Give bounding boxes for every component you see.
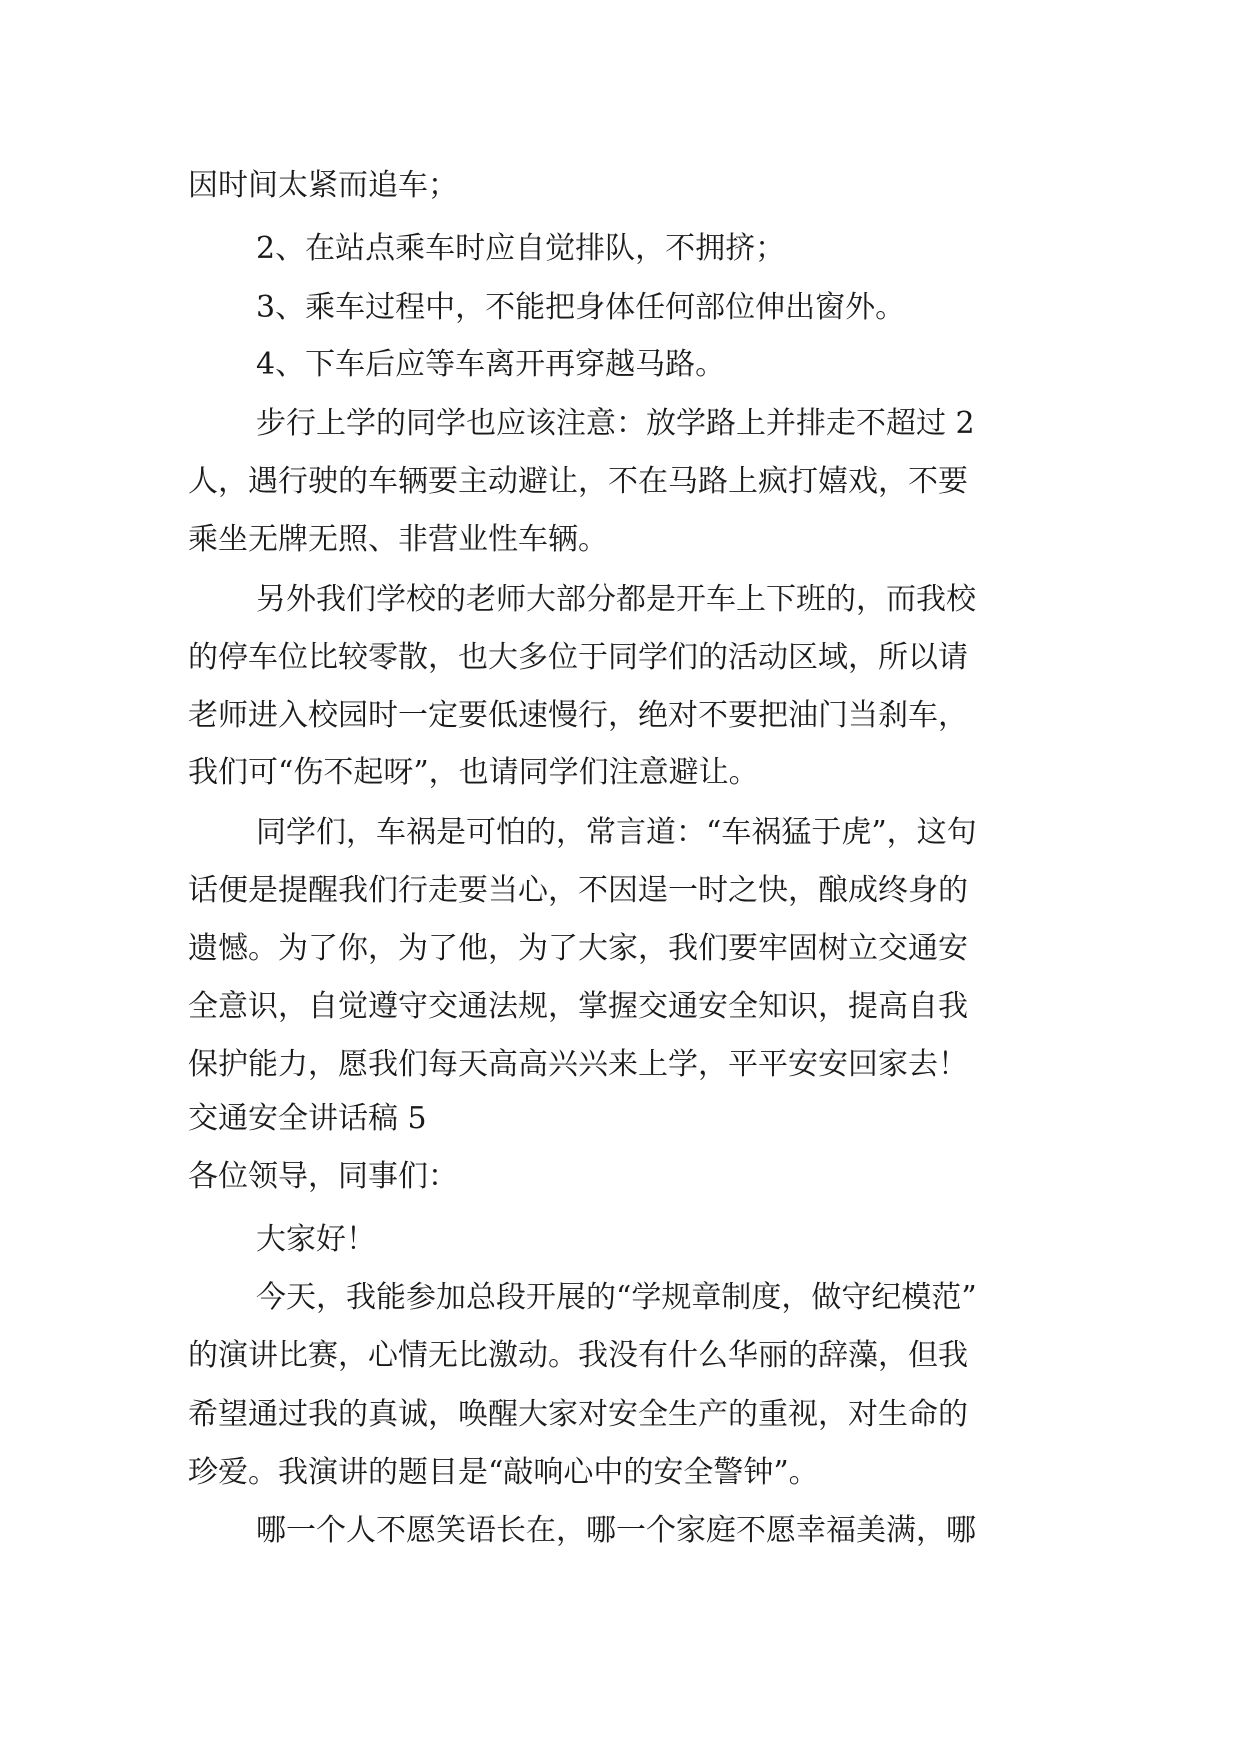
text-line: 话便是提醒我们行走要当心，不因逞一时之快，酿成终身的 <box>188 873 968 908</box>
text-line: 珍爱。我演讲的题目是“敲响心中的安全警钟”。 <box>188 1455 819 1490</box>
text-line: 2、在站点乘车时应自觉排队，不拥挤； <box>256 231 786 266</box>
text-line: 3、乘车过程中，不能把身体任何部位伸出窗外。 <box>256 290 906 325</box>
text-line: 乘坐无牌无照、非营业性车辆。 <box>188 522 608 557</box>
text-line: 的停车位比较零散，也大多位于同学们的活动区域，所以请 <box>188 640 968 675</box>
greeting: 大家好！ <box>256 1222 376 1257</box>
text-line: 我们可“伤不起呀”，也请同学们注意避让。 <box>188 755 759 790</box>
text-line: 遗憾。为了你，为了他，为了大家，我们要牢固树立交通安 <box>188 931 968 966</box>
text-line: 希望通过我的真诚，唤醒大家对安全生产的重视，对生命的 <box>188 1397 968 1432</box>
text-line: 的演讲比赛，心情无比激动。我没有什么华丽的辞藻，但我 <box>188 1338 968 1373</box>
text-line: 因时间太紧而追车； <box>188 168 458 203</box>
section-heading: 交通安全讲话稿 5 <box>188 1101 427 1136</box>
text-line: 保护能力，愿我们每天高高兴兴来上学，平平安安回家去！ <box>188 1047 968 1082</box>
text-line: 步行上学的同学也应该注意：放学路上并排走不超过 2 <box>256 406 975 441</box>
text-line: 今天，我能参加总段开展的“学规章制度，做守纪模范” <box>256 1280 977 1315</box>
text-line: 全意识，自觉遵守交通法规，掌握交通安全知识，提高自我 <box>188 989 968 1024</box>
text-line: 哪一个人不愿笑语长在，哪一个家庭不愿幸福美满，哪 <box>256 1513 976 1548</box>
text-line: 老师进入校园时一定要低速慢行，绝对不要把油门当刹车， <box>188 698 968 733</box>
text-line: 同学们，车祸是可怕的，常言道：“车祸猛于虎”，这句 <box>256 815 977 850</box>
text-line: 人，遇行驶的车辆要主动避让，不在马路上疯打嬉戏，不要 <box>188 464 968 499</box>
salutation: 各位领导，同事们： <box>188 1159 458 1194</box>
text-line: 4、下车后应等车离开再穿越马路。 <box>256 347 726 382</box>
text-line: 另外我们学校的老师大部分都是开车上下班的，而我校 <box>256 582 976 617</box>
